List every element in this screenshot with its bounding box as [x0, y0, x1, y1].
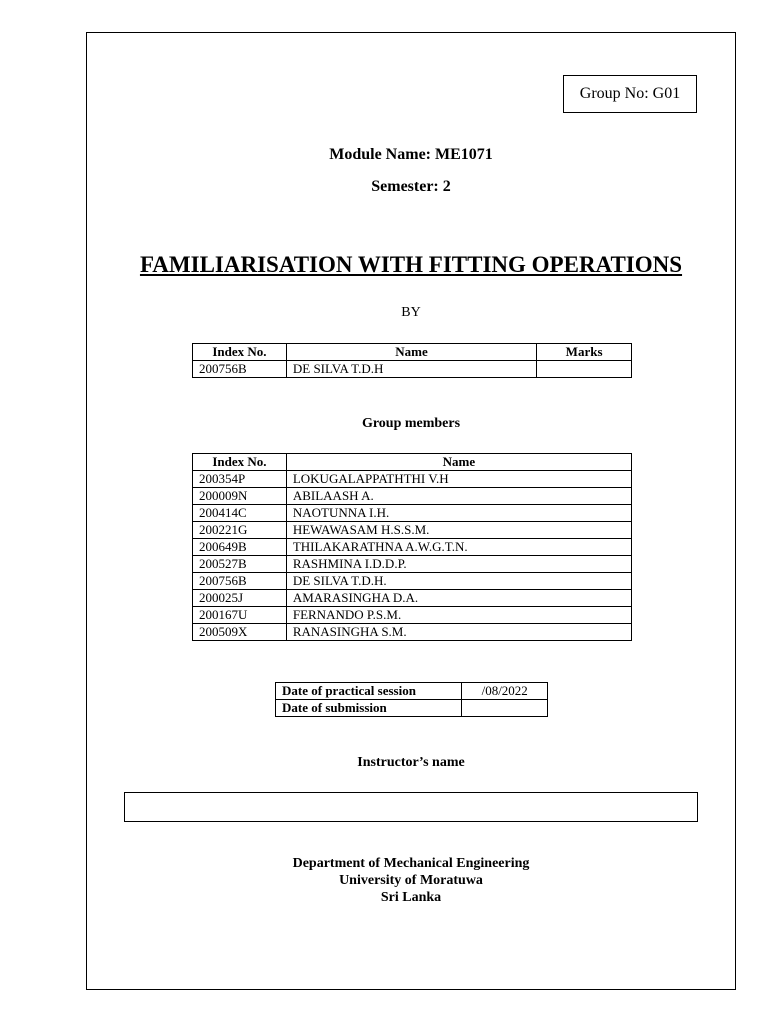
cell-index: 200414C — [193, 505, 287, 522]
group-number-box: Group No: G01 — [563, 75, 697, 113]
submission-label: Date of submission — [276, 700, 462, 717]
header-name: Name — [286, 344, 536, 361]
footer-university: University of Moratuwa — [339, 873, 483, 888]
table-row — [193, 471, 632, 488]
cell-index: 200025J — [193, 590, 287, 607]
module-name: Module Name: ME1071 — [329, 146, 493, 163]
table-row — [193, 573, 632, 590]
table-row — [193, 607, 632, 624]
cell-name: ABILAASH A. — [286, 488, 631, 505]
semester: Semester: 2 — [371, 178, 451, 195]
table-header-row — [193, 454, 632, 471]
instructor-name-label: Instructor’s name — [357, 755, 465, 770]
table-row — [193, 488, 632, 505]
table-row — [193, 590, 632, 607]
table-header-row — [193, 344, 632, 361]
cell-name: RASHMINA I.D.D.P. — [286, 556, 631, 573]
table-row — [276, 700, 548, 717]
document-title: FAMILIARISATION WITH FITTING OPERATIONS — [139, 252, 683, 277]
cell-name: DE SILVA T.D.H. — [286, 573, 631, 590]
cell-name: THILAKARATHNA A.W.G.T.N. — [286, 539, 631, 556]
cell-name: FERNANDO P.S.M. — [286, 607, 631, 624]
cell-index: 200221G — [193, 522, 287, 539]
instructor-name-box — [124, 792, 698, 822]
by-label: BY — [401, 305, 421, 320]
cell-index: 200756B — [193, 573, 287, 590]
cell-name: NAOTUNNA I.H. — [286, 505, 631, 522]
table-row — [193, 522, 632, 539]
cell-name: LOKUGALAPPATHTHI V.H — [286, 471, 631, 488]
table-row — [193, 361, 632, 378]
header-index: Index No. — [193, 454, 287, 471]
header-name: Name — [286, 454, 631, 471]
cell-name: DE SILVA T.D.H — [286, 361, 536, 378]
dates-table — [275, 682, 548, 717]
cell-index: 200509X — [193, 624, 287, 641]
cell-name: HEWAWASAM H.S.S.M. — [286, 522, 631, 539]
header-index: Index No. — [193, 344, 287, 361]
cell-index: 200167U — [193, 607, 287, 624]
table-row — [193, 539, 632, 556]
practical-session-label: Date of practical session — [276, 683, 462, 700]
table-row — [193, 505, 632, 522]
cell-index: 200649B — [193, 539, 287, 556]
cell-index: 200009N — [193, 488, 287, 505]
cell-marks — [537, 361, 632, 378]
practical-session-date: /08/2022 — [462, 683, 548, 700]
cell-name: AMARASINGHA D.A. — [286, 590, 631, 607]
header-marks: Marks — [537, 344, 632, 361]
table-row — [276, 683, 548, 700]
submission-date — [462, 700, 548, 717]
cell-index: 200756B — [193, 361, 287, 378]
group-members-table — [192, 453, 632, 641]
cell-index: 200527B — [193, 556, 287, 573]
cell-name: RANASINGHA S.M. — [286, 624, 631, 641]
author-marks-table — [192, 343, 632, 378]
table-row — [193, 624, 632, 641]
footer-country: Sri Lanka — [380, 890, 442, 905]
group-members-label: Group members — [361, 416, 461, 431]
footer-institution — [86, 855, 736, 906]
cell-index: 200354P — [193, 471, 287, 488]
footer-department: Department of Mechanical Engineering — [292, 856, 530, 871]
table-row — [193, 556, 632, 573]
